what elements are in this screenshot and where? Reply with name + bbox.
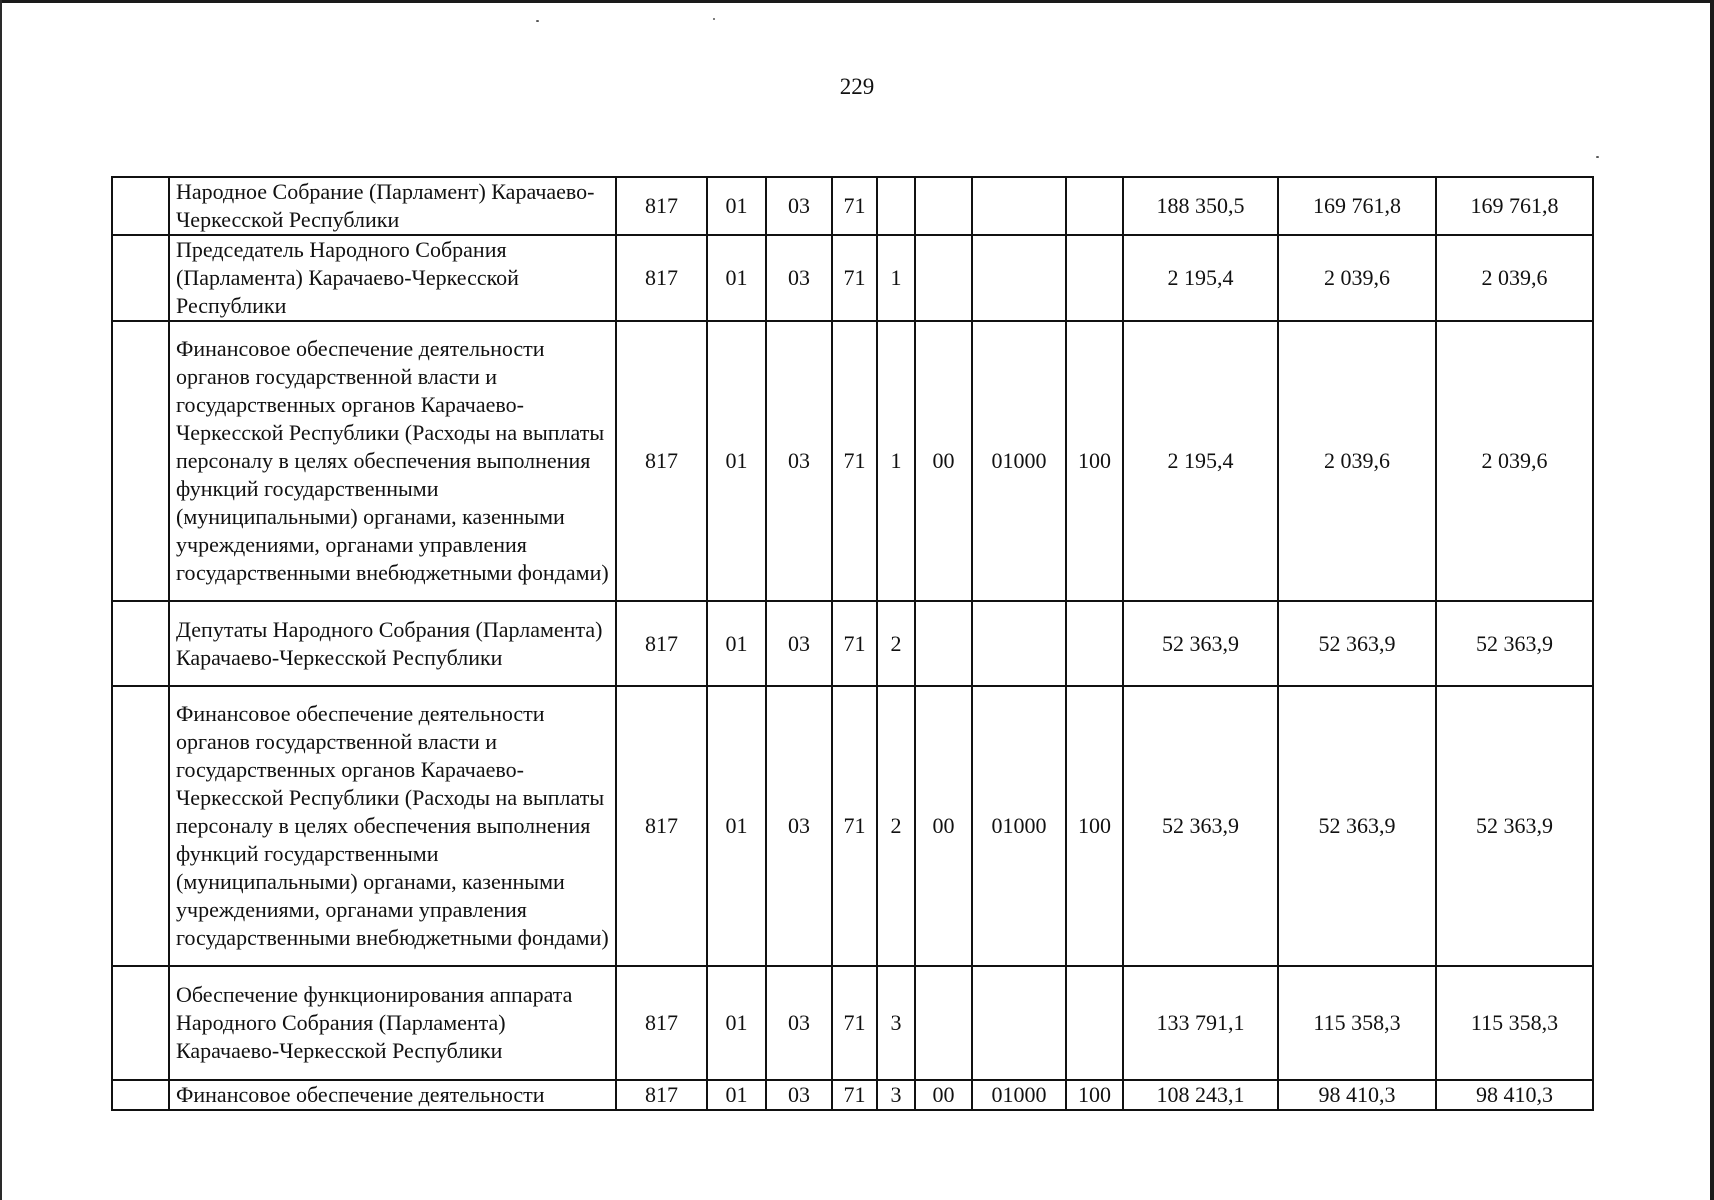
subprogram-code-cell: 1 (877, 321, 915, 601)
program-code-cell: 71 (832, 686, 877, 966)
amount-year1-cell: 52 363,9 (1123, 686, 1278, 966)
expense-type-cell: 100 (1066, 686, 1123, 966)
item-name-cell: Обеспечение функционирования аппарата Народного Собрания (Парламента) Карачаево-Черкесской Республики (169, 966, 616, 1080)
expense-type-cell (1066, 966, 1123, 1080)
amount-year1-cell: 2 195,4 (1123, 321, 1278, 601)
direction-code-cell (972, 235, 1066, 321)
section-code-cell: 01 (707, 321, 766, 601)
event-code-cell (915, 601, 972, 686)
amount-year2-cell: 52 363,9 (1278, 686, 1436, 966)
item-name-cell: Финансовое обеспечение деятельности органов государственной власти и государственных органов Карачаево-Черкесской Республики (Расходы на выплаты персоналу в целях обеспечения выполнения функций государственными (муниципальными) органами, казенными учреждениями, органами управления государственными внебюджетными фондами) (169, 686, 616, 966)
section-code-cell: 01 (707, 601, 766, 686)
event-code-cell (915, 235, 972, 321)
section-code-cell: 01 (707, 966, 766, 1080)
amount-year3-cell: 2 039,6 (1436, 235, 1593, 321)
amount-year1-cell: 2 195,4 (1123, 235, 1278, 321)
amount-year2-cell: 169 761,8 (1278, 177, 1436, 235)
subprogram-code-cell: 2 (877, 601, 915, 686)
direction-code-cell: 01000 (972, 1080, 1066, 1110)
direction-code-cell (972, 177, 1066, 235)
ministry-code-cell: 817 (616, 1080, 707, 1110)
ministry-code-cell: 817 (616, 177, 707, 235)
amount-year1-cell: 52 363,9 (1123, 601, 1278, 686)
direction-code-cell: 01000 (972, 686, 1066, 966)
expense-type-cell (1066, 235, 1123, 321)
amount-year2-cell: 2 039,6 (1278, 235, 1436, 321)
table-row (112, 1080, 1593, 1110)
subprogram-code-cell: 1 (877, 235, 915, 321)
row-number-cell (112, 966, 169, 1080)
amount-year2-cell: 2 039,6 (1278, 321, 1436, 601)
ministry-code-cell: 817 (616, 321, 707, 601)
table-row (112, 966, 1593, 1080)
page-number: 229 (839, 74, 875, 99)
section-code-cell: 01 (707, 177, 766, 235)
expense-type-cell (1066, 177, 1123, 235)
amount-year3-cell: 115 358,3 (1436, 966, 1593, 1080)
scan-border-right (1710, 0, 1714, 1200)
expense-type-cell (1066, 601, 1123, 686)
scan-speck (1596, 156, 1599, 158)
subprogram-code-cell: 3 (877, 1080, 915, 1110)
subsection-code-cell: 03 (766, 966, 832, 1080)
event-code-cell: 00 (915, 321, 972, 601)
direction-code-cell (972, 601, 1066, 686)
row-number-cell (112, 321, 169, 601)
ministry-code-cell: 817 (616, 966, 707, 1080)
item-name-cell: Народное Собрание (Парламент) Карачаево-Черкесской Республики (169, 177, 616, 235)
event-code-cell: 00 (915, 1080, 972, 1110)
program-code-cell: 71 (832, 601, 877, 686)
row-number-cell (112, 177, 169, 235)
event-code-cell (915, 966, 972, 1080)
amount-year3-cell: 52 363,9 (1436, 686, 1593, 966)
program-code-cell: 71 (832, 321, 877, 601)
expense-type-cell: 100 (1066, 1080, 1123, 1110)
ministry-code-cell: 817 (616, 235, 707, 321)
ministry-code-cell: 817 (616, 686, 707, 966)
subsection-code-cell: 03 (766, 1080, 832, 1110)
amount-year3-cell: 169 761,8 (1436, 177, 1593, 235)
section-code-cell: 01 (707, 235, 766, 321)
subsection-code-cell: 03 (766, 686, 832, 966)
subsection-code-cell: 03 (766, 321, 832, 601)
event-code-cell: 00 (915, 686, 972, 966)
subsection-code-cell: 03 (766, 235, 832, 321)
scan-border-top (0, 0, 1714, 3)
scan-speck (713, 18, 715, 20)
table-row (112, 177, 1593, 235)
amount-year2-cell: 52 363,9 (1278, 601, 1436, 686)
amount-year1-cell: 133 791,1 (1123, 966, 1278, 1080)
table-row (112, 686, 1593, 966)
program-code-cell: 71 (832, 1080, 877, 1110)
expense-type-cell: 100 (1066, 321, 1123, 601)
program-code-cell: 71 (832, 966, 877, 1080)
subsection-code-cell: 03 (766, 601, 832, 686)
program-code-cell: 71 (832, 235, 877, 321)
program-code-cell: 71 (832, 177, 877, 235)
ministry-code-cell: 817 (616, 601, 707, 686)
budget-table (111, 176, 1594, 1111)
subprogram-code-cell: 2 (877, 686, 915, 966)
amount-year1-cell: 108 243,1 (1123, 1080, 1278, 1110)
section-code-cell: 01 (707, 686, 766, 966)
amount-year3-cell: 98 410,3 (1436, 1080, 1593, 1110)
subprogram-code-cell (877, 177, 915, 235)
subprogram-code-cell: 3 (877, 966, 915, 1080)
scan-border-left (0, 0, 2, 1200)
item-name-cell: Финансовое обеспечение деятельности органов государственной власти и государственных органов Карачаево-Черкесской Республики (Расходы на выплаты персоналу в целях обеспечения выполнения функций государственными (муниципальными) органами, казенными учреждениями, органами управления государственными внебюджетными фондами) (169, 321, 616, 601)
row-number-cell (112, 1080, 169, 1110)
table-row (112, 235, 1593, 321)
item-name-cell: Финансовое обеспечение деятельности (169, 1080, 616, 1110)
row-number-cell (112, 686, 169, 966)
row-number-cell (112, 601, 169, 686)
table-body (112, 177, 1593, 1110)
direction-code-cell: 01000 (972, 321, 1066, 601)
row-number-cell (112, 235, 169, 321)
section-code-cell: 01 (707, 1080, 766, 1110)
amount-year2-cell: 115 358,3 (1278, 966, 1436, 1080)
table-row (112, 601, 1593, 686)
amount-year2-cell: 98 410,3 (1278, 1080, 1436, 1110)
amount-year3-cell: 52 363,9 (1436, 601, 1593, 686)
scan-speck (536, 20, 539, 22)
amount-year3-cell: 2 039,6 (1436, 321, 1593, 601)
table-row (112, 321, 1593, 601)
subsection-code-cell: 03 (766, 177, 832, 235)
item-name-cell: Депутаты Народного Собрания (Парламента) Карачаево-Черкесской Республики (169, 601, 616, 686)
direction-code-cell (972, 966, 1066, 1080)
item-name-cell: Председатель Народного Собрания (Парламента) Карачаево-Черкесской Республики (169, 235, 616, 321)
event-code-cell (915, 177, 972, 235)
amount-year1-cell: 188 350,5 (1123, 177, 1278, 235)
